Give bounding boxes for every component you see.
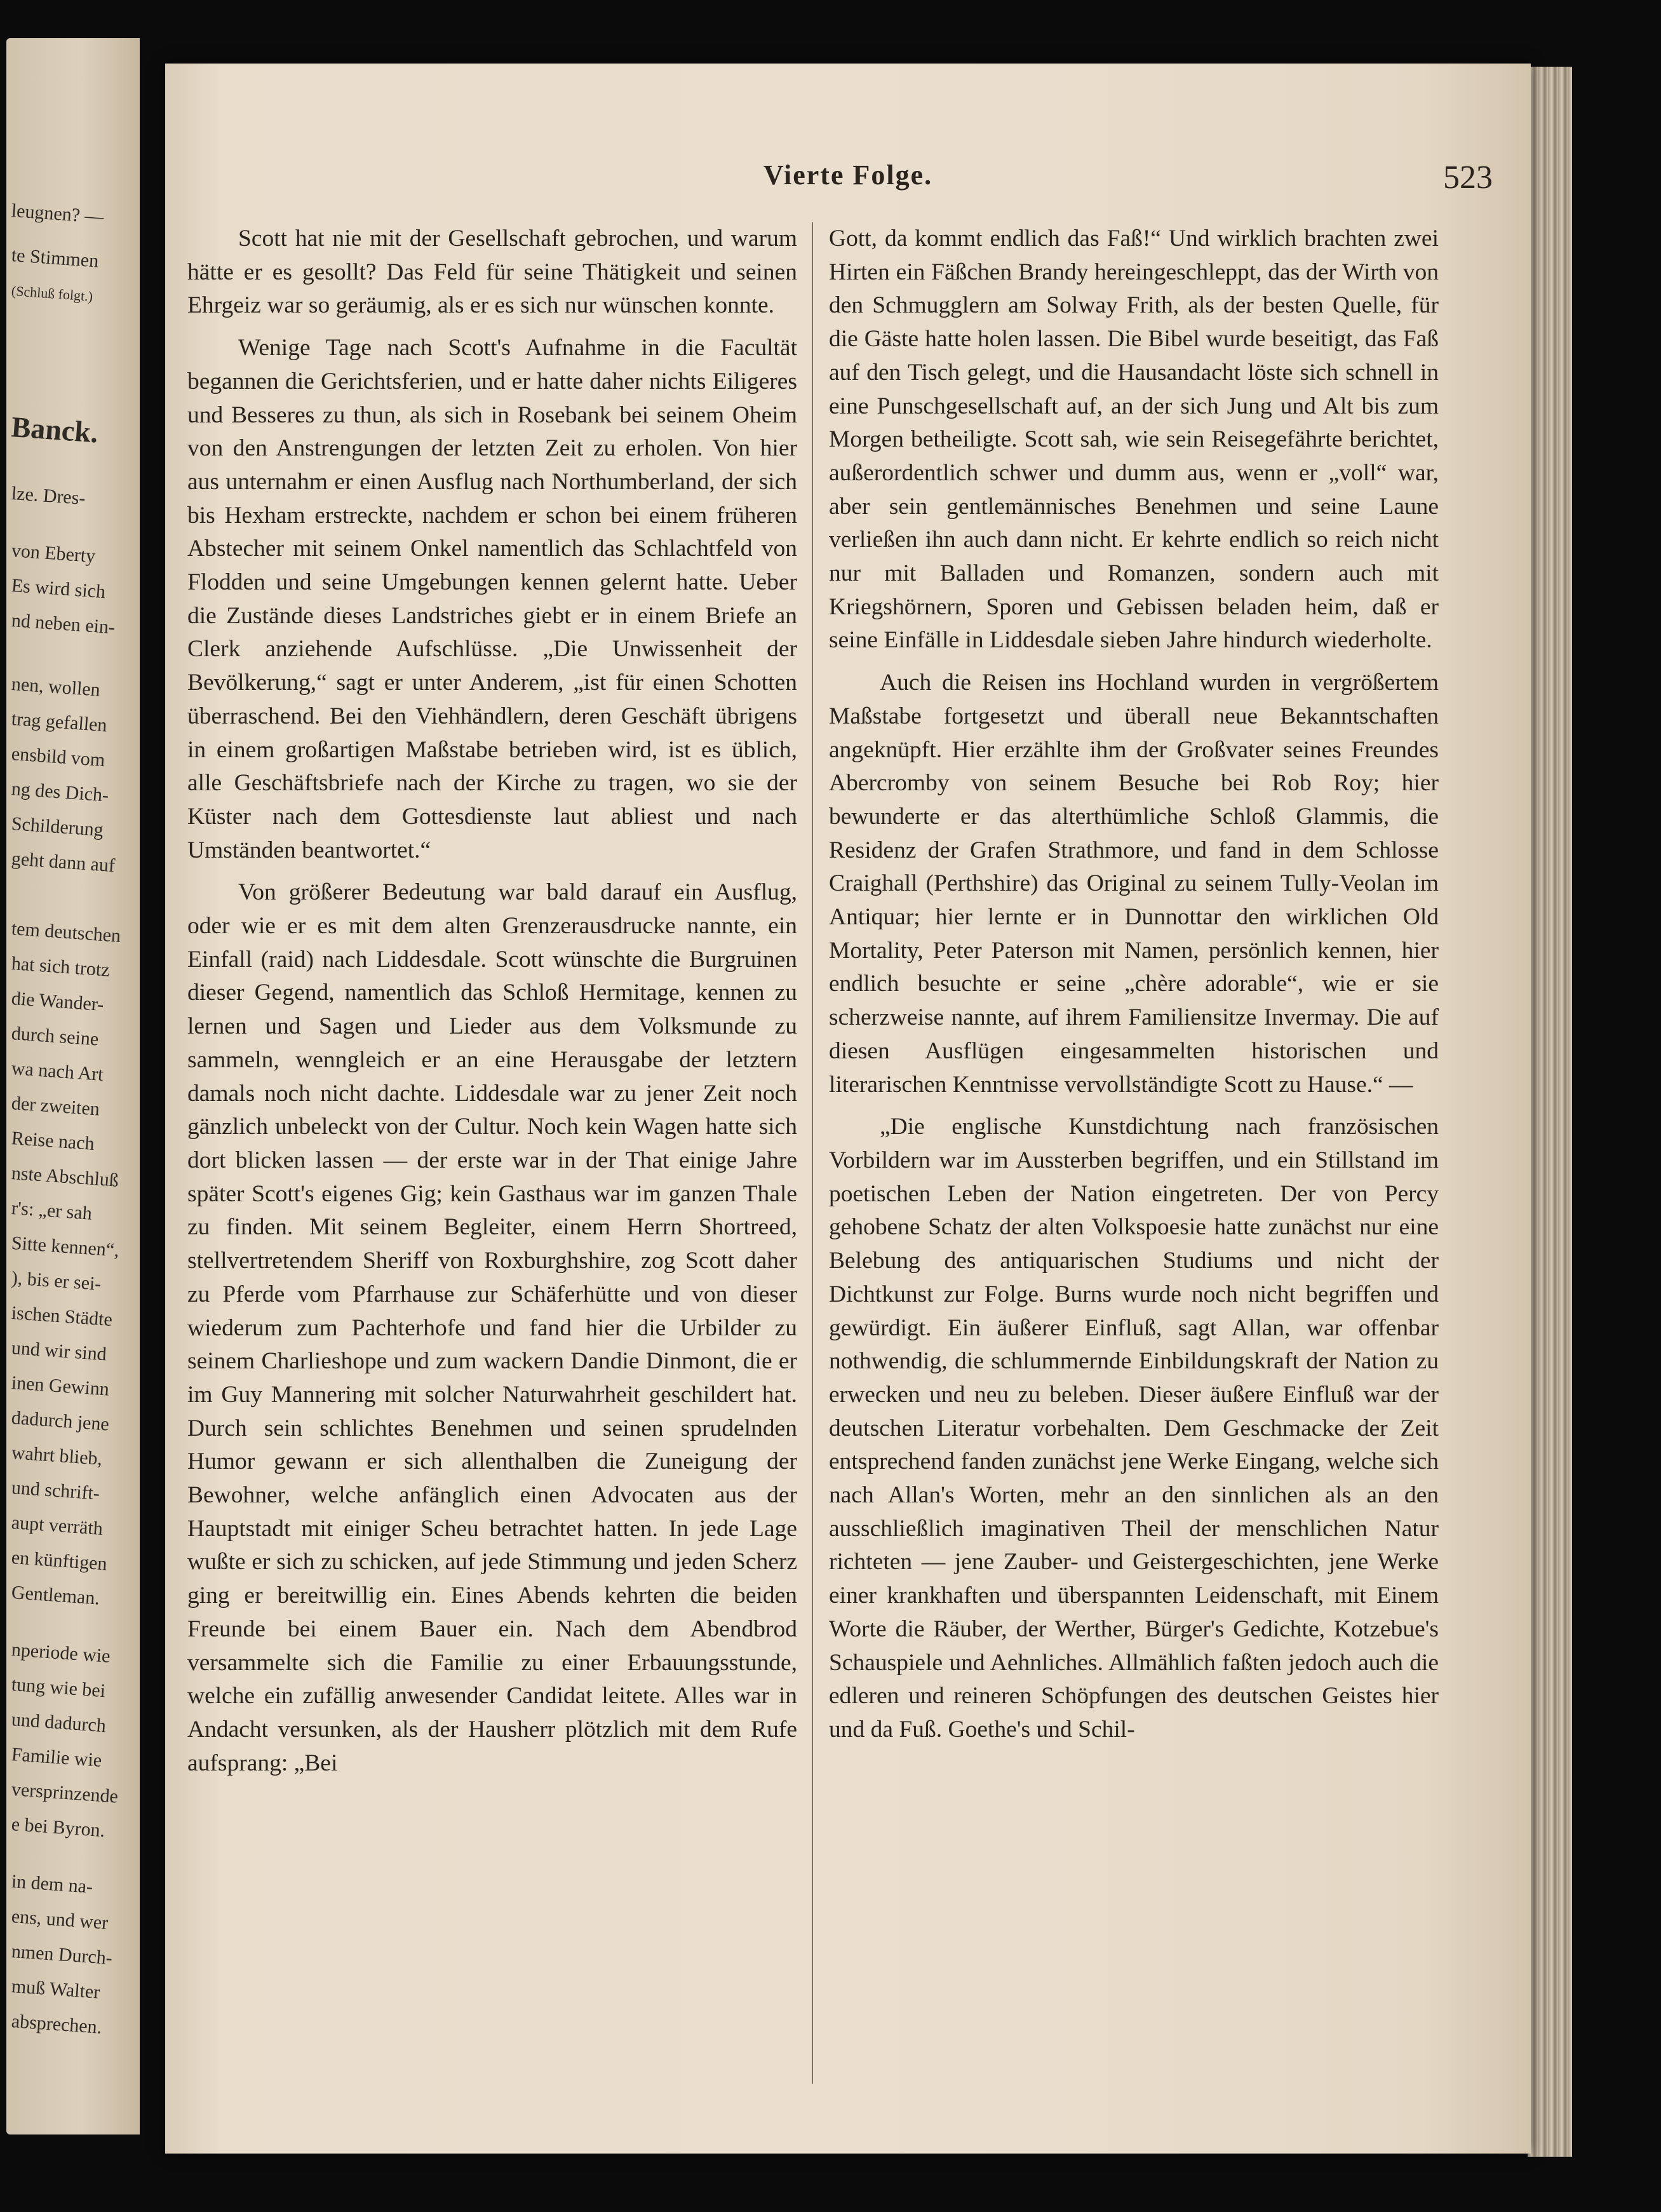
paragraph: Wenige Tage nach Scott's Aufnahme in die Facultät begannen die Gerichtsferien, und er hatte daher nichts Eiligeres und Besseres zu thun, als sich in Rosebank bei seinem Oheim von den Anstrengungen der letzten Zeit zu erholen. Von hier aus unternahm er einen Ausflug nach Northumberland, der sich bis Hexham erstreckte, nachdem er schon bei einem früheren Abstecher mit seinem Onkel namentlich das Schlachtfeld von Flodden und seine Umgebungen kennen gelernt hatte. Ueber die Zustände dieses Landstriches giebt er in einem Briefe an Clerk anziehende Aufschlüsse. „Die Unwissenheit der Bevölkerung,“ sagt er unter Anderem, „ist für einen Schotten überraschend. Bei den Viehhändlern, deren Geschäft übrigens in einem großartigen Maßstabe betrieben wird, ist es üblich, alle Geschäftsbriefe nach der Kirche zu tragen, wo sie der Küster nach dem Gottesdienste laut abliest und nach Umständen beantwortet.“ <box>187 335 797 863</box>
column-divider <box>812 222 813 2084</box>
facing-page-fragment: lze. Dres- <box>10 483 86 509</box>
facing-page-fragment: der zweiten <box>10 1093 100 1120</box>
paragraph: Scott hat nie mit der Gesellschaft gebrochen, und warum hätte er es gesollt? Das Feld für seine Thätigkeit und seinen Ehrgeiz war so geräumig, als er es sich nur wünschen konnte. <box>187 226 797 319</box>
facing-page-fragment: nmen Durch- <box>10 1941 113 1969</box>
running-title: Vierte Folge. <box>763 159 933 191</box>
facing-page-fragment: nste Abschluß <box>10 1163 119 1191</box>
facing-page-fragment: in dem na- <box>10 1871 94 1898</box>
facing-page-fragment: en künftigen <box>10 1547 108 1575</box>
facing-page-fragment: und wir sind <box>10 1337 107 1365</box>
facing-page-fragment: nperiode wie <box>10 1639 111 1667</box>
text-column-right <box>829 222 1439 1756</box>
facing-page-fragment: Schilderung <box>10 813 104 841</box>
facing-page-fragment: versprinzende <box>10 1779 119 1807</box>
facing-page-fragment: durch seine <box>10 1023 100 1050</box>
facing-page-fragment: Gentleman. <box>10 1582 100 1609</box>
book-edge <box>1528 67 1572 2157</box>
facing-page-fragment: e bei Byron. <box>10 1814 106 1842</box>
facing-page-fragment: te Stimmen <box>10 245 100 272</box>
facing-page-fragment: ischen Städte <box>10 1302 113 1331</box>
paragraph: Auch die Reisen ins Hochland wurden in vergrößertem Maßstabe fortgesetzt und überall neue Bekanntschaften angeknüpft. Hier erzählte ihm der Großvater seines Freundes Abercromby von seinem Besuche bei Rob Roy; hier bewunderte er das alterthümliche Schloß Glammis, die Residenz der Grafen Strathmore, und fand in dem Schlosse Craighall (Perthshire) das Original zu seinem Tully-Veolan im Antiquar; hier lernte er in Dunnottar den wirklichen Old Mortality, Peter Paterson mit Namen, persönlich kennen, hier endlich besuchte er seine „chère adorable“, wie er sie scherzweise nannte, auf ihrem Familiensitze Invermay. Die auf diesen Ausflügen eingesammelten historischen und literarischen Kenntnisse vervollständigte Scott zu Hause.“ — <box>829 670 1439 1098</box>
facing-page-edge <box>6 38 140 2134</box>
facing-page-fragment: ens, und wer <box>10 1906 109 1934</box>
paragraph: Von größerer Bedeutung war bald darauf ein Ausflug, oder wie er es mit dem alten Grenzerausdrucke nannte, ein Einfall (raid) nach Liddesdale. Scott wünschte die Burgruinen dieser Gegend, namentlich das Schloß Hermitage, kennen zu lernen und Sagen und Lieder aus dem Volksmunde zu sammeln, wenngleich er an eine Herausgabe der letztern damals noch nicht dachte. Liddesdale war zu jener Zeit noch gänzlich unbeleckt von der Cultur. Noch kein Wagen hatte sich dort blicken lassen — der erste war in der That einige Jahre später Scott's eigenes Gig; kein Gasthaus war im ganzen Thale zu finden. Mit seinem Begleiter, einem Herrn Shortreed, stellvertretendem Sheriff von Roxburghshire, zog Scott daher zu Pferde vom Pfarrhause zur Schäferhütte und von dieser wiederum zum Pachterhofe und fand hier die Urbilder zu seinem Charlieshope und zum wackern Dandie Dinmont, die er im Guy Mannering mit solcher Naturwahrheit geschildert hat. Durch sein schlichtes Benehmen und seinen sprudelnden Humor gewann er sich allenthalben die Zuneigung der Bewohner, welche anfänglich einen Advocaten aus der Hauptstadt mit einiger Scheu betrachtet hatten. In jede Lage wußte er sich zu schicken, auf jede Stimmung und jeden Scherz ging er bereitwillig ein. Eines Abends kehrten die beiden Freunde bei einem Bauer ein. Nach dem Abendbrod versammelte sich die Familie zu einer Erbauungsstunde, welche ein zufällig anwesender Candidat leitete. Alles war in Andacht versunken, als der Hausherr plötzlich mit dem Rufe aufsprang: „Bei <box>187 879 797 1776</box>
facing-page-fragment: ensbild vom <box>10 743 106 771</box>
facing-page-fragment: ng des Dich- <box>10 778 110 806</box>
facing-page-fragment: nen, wollen <box>10 673 101 701</box>
facing-page-fragment: wa nach Art <box>10 1058 104 1086</box>
facing-page-fragment: muß Walter <box>10 1976 101 2003</box>
facing-page-fragment: und dadurch <box>10 1709 107 1737</box>
facing-page-fragment: absprechen. <box>10 2011 103 2038</box>
facing-page-fragment: dadurch jene <box>10 1407 110 1435</box>
facing-page-fragment: leugnen? — <box>10 200 105 228</box>
paragraph: „Die englische Kunstdichtung nach französischen Vorbildern war im Aussterben begriffen, und ein Stillstand im poetischen Leben der Nation eingetreten. Der von Percy gehobene Schatz der alten Volkspoesie hatte zunächst nur eine Belebung des antiquarischen Studiums und nicht der Dichtkunst zur Folge. Burns wurde noch nicht begriffen und gewürdigt. Ein äußerer Einfluß, sagt Allan, war offenbar nothwendig, die schlummernde Einbildungskraft der Nation zu erwecken und neu zu beleben. Dieser äußere Einfluß war der deutschen Literatur vorbehalten. Dem Geschmacke der Zeit entsprechend fanden zunächst jene Werke Eingang, welche sich nach Allan's Worten, mehr an den sinnlichen als an den ausschließlich imaginativen Theil der menschlichen Natur richteten — jene Zauber- und Geistergeschichten, jene Werke einer krankhaften und überspannten Leidenschaft, mit Einem Worte die Räuber, der Werther, Bürger's Gedichte, Kotzebue's Schauspiele und Aehnliches. Allmählich faßten jedoch auch die edleren und reineren Schöpfungen des deutschen Geistes hier und da Fuß. Goethe's und Schil- <box>829 1114 1439 1743</box>
facing-page-fragment: die Wander- <box>10 988 105 1016</box>
facing-page-fragment: hat sich trotz <box>10 953 111 981</box>
page-number: 523 <box>1443 159 1493 196</box>
text-column-left <box>187 222 797 1789</box>
facing-page-fragment: und schrift- <box>10 1477 100 1504</box>
facing-page-fragment: ), bis er sei- <box>10 1267 102 1295</box>
facing-page-fragment: r's: „er sah <box>10 1197 93 1224</box>
running-head <box>165 159 1531 210</box>
facing-page-fragment: geht dann auf <box>10 848 116 877</box>
facing-page-fragment: (Schluß folgt.) <box>11 283 93 304</box>
facing-page-fragment: Familie wie <box>10 1744 103 1771</box>
book-page <box>165 64 1531 2154</box>
paragraph: Gott, da kommt endlich das Faß!“ Und wirklich brachten zwei Hirten ein Fäßchen Brandy hereingeschleppt, das der Wirth von den Schmugglern am Solway Frith, als der besten Quelle, für die Gäste hatte holen lassen. Die Bibel wurde beseitigt, das Faß auf den Tisch gelegt, und die Hausandacht löste sich schnell in eine Punschgesellschaft auf, an der sich Jung und Alt bis zum Morgen betheiligte. Scott sah, wie sein Reisegefährte berichtet, außerordentlich schwer und dumm aus, wenn er „voll“ war, aber sein gentlemännisches Benehmen und seine Laune verließen ihn auch dann nicht. Er kehrte endlich so reich nicht nur mit Balladen und Romanzen, sondern auch mit Kriegshörnern, Sporen und Gebissen beladen heim, daß er seine Einfälle in Liddesdale sieben Jahre hindurch wiederholte. <box>829 226 1439 654</box>
facing-page-fragment: inen Gewinn <box>10 1372 110 1400</box>
facing-page-fragment: von Eberty <box>10 540 97 567</box>
facing-page-fragment: tem deutschen <box>10 918 122 947</box>
facing-page-fragment: Reise nach <box>10 1128 95 1155</box>
facing-page-fragment: tung wie bei <box>10 1674 107 1702</box>
facing-page-fragment: nd neben ein- <box>10 610 116 638</box>
facing-page-fragment: Sitte kennen“, <box>10 1232 120 1261</box>
facing-page-fragment: Banck. <box>10 410 100 449</box>
facing-page-fragment: Es wird sich <box>10 575 107 603</box>
facing-page-fragment: wahrt blieb, <box>10 1442 104 1469</box>
facing-page-fragment: trag gefallen <box>10 708 108 736</box>
facing-page-fragment: aupt verräth <box>10 1512 104 1540</box>
